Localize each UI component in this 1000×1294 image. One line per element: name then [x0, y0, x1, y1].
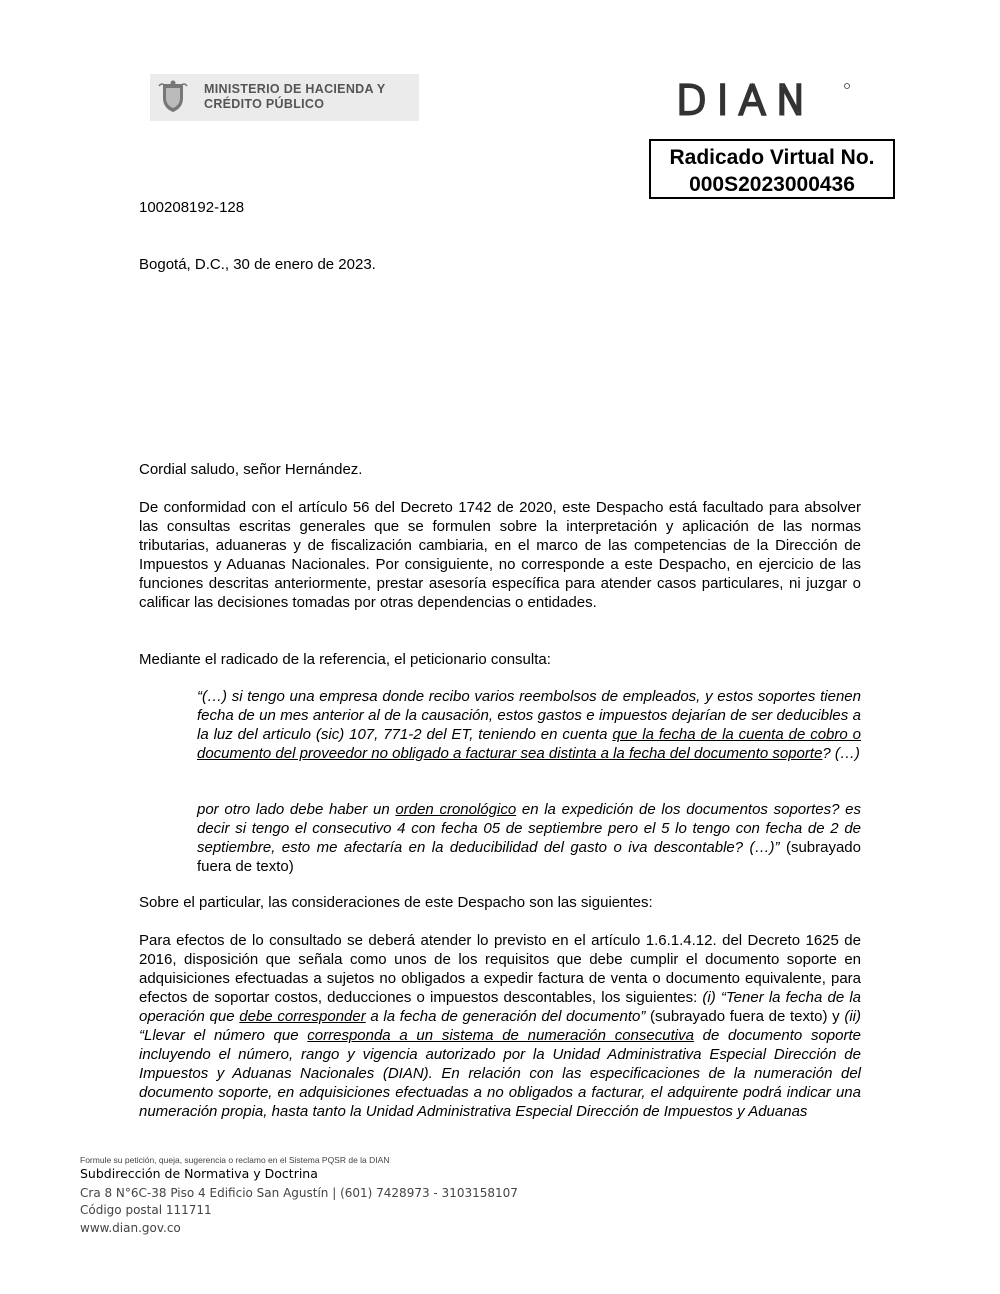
paragraph-4 — [139, 931, 861, 1121]
quote-1 — [197, 687, 861, 763]
ministry-line1: MINISTERIO DE HACIENDA Y — [204, 82, 386, 96]
p4-text-d: a la fecha de generación del documento” — [365, 1008, 646, 1025]
footer-postal: Código postal 111711 — [80, 1203, 212, 1217]
p4-underlined-1: debe corresponder — [239, 1008, 366, 1025]
p4-text-f: (ii) “Llevar el número que — [139, 1008, 861, 1044]
paragraph-3: Sobre el particular, las consideraciones de este Despacho son las siguientes: — [139, 894, 653, 911]
paragraph-1: De conformidad con el artículo 56 del Decreto 1742 de 2020, este Despacho está facultado para absolver las consultas escritas generales que se formulen sobre la interpretación y aplicación de las normas tributarias, aduaneras y de fiscalización cambiaria, en el marco de las competencias de la Dirección de Impuestos y Aduanas Nacionales. Por consiguiente, no corresponde a este Despacho, en ejercicio de las funciones descritas anteriormente, prestar asesoría específica para atender casos particulares, ni juzgar o calificar las decisiones tomadas por otras dependencias o entidades. — [139, 499, 861, 611]
radicado-box — [649, 139, 895, 199]
quote-2-text-b: en la expedición de los documentos soportes? es decir si tengo el consecutivo 4 con fecha 05 de septiembre pero el 5 lo tengo con fecha de 2 de septiembre, esto me afectaría en la deducibilidad del gasto o iva descontable? (…)” — [197, 801, 861, 856]
quote-1-underlined: que la fecha de la cuenta de cobro o documento del proveedor no obligado a facturar sea distinta a la fecha del documento soporte — [197, 726, 861, 762]
paragraph-competence — [139, 498, 861, 612]
radicado-number: 000S2023000436 — [689, 173, 855, 196]
dian-logo — [676, 82, 851, 118]
footer-note: Formule su petición, queja, sugerencia o reclamo en el Sistema PQSR de la DIAN — [80, 1155, 390, 1165]
paragraph-2: Mediante el radicado de la referencia, el peticionario consulta: — [139, 651, 551, 668]
greeting: Cordial saludo, señor Hernández. — [139, 461, 363, 478]
footer-office: Subdirección de Normativa y Doctrina — [80, 1166, 318, 1181]
p4-underlined-2: corresponda a un sistema de numeración consecutiva — [307, 1027, 694, 1044]
footer-address: Cra 8 N°6C-38 Piso 4 Edificio San Agustín | (601) 7428973 - 3103158107 — [80, 1186, 518, 1200]
reference-number: 100208192-128 — [139, 199, 245, 216]
p4-text-b: (i) “Tener la fecha de la operación que — [139, 989, 861, 1025]
p4-text-e: (subrayado fuera de texto) y — [645, 1008, 845, 1025]
quote-2-note: (subrayado fuera de texto) — [197, 839, 861, 875]
quote-2-text-a: por otro lado debe haber un — [197, 801, 396, 818]
quote-1-text-a: “(…) si tengo una empresa donde recibo varios reembolsos de empleados, y estos soportes tienen fecha de un mes anterior al de la causación, estos gastos e impuestos dejarían de ser deducibles a la luz del articulo (sic) 107, 771-2 del ET, teniendo en cuenta — [197, 688, 861, 743]
footer-website[interactable]: www.dian.gov.co — [80, 1221, 181, 1235]
radicado-label: Radicado Virtual No. — [669, 146, 875, 169]
dian-logo-text: DIAN — [676, 82, 816, 118]
quote-2-underlined: orden cronológico — [395, 801, 517, 818]
p4-text-h: de documento soporte incluyendo el número, rango y vigencia autorizado por la Unidad Administrativa Especial Dirección de Impuestos y Aduanas Nacionales (DIAN). En relación con las especificaciones de la numeración del documento soporte, en adquisiciones efectuadas a no obligados a facturar, el adquirente podrá indicar una numeración propia, hasta tanto la Unidad Administrativa Especial Dirección de Impuestos y Aduanas — [139, 1027, 861, 1120]
coat-of-arms-icon — [157, 80, 189, 114]
p4-text-a: Para efectos de lo consultado se deberá atender lo previsto en el artículo 1.6.1.4.12. del Decreto 1625 de 2016, disposición que señala como unos de los requisitos que debe cumplir el documento soporte en adquisiciones efectuadas a sujetos no obligados a expedir factura de venta o documento equivalente, para efectos de soportar costos, deducciones o impuestos descontables, los siguientes: — [139, 932, 861, 1006]
ministry-line2: CRÉDITO PÚBLICO — [204, 97, 325, 111]
quote-2 — [197, 800, 861, 876]
quote-1-text-b: ? (…) — [822, 745, 860, 762]
paragraph-considerations — [139, 893, 861, 912]
ministry-name — [204, 82, 386, 112]
paragraph-decreto — [139, 931, 861, 1121]
place-date: Bogotá, D.C., 30 de enero de 2023. — [139, 256, 376, 273]
paragraph-consulta — [139, 650, 861, 669]
